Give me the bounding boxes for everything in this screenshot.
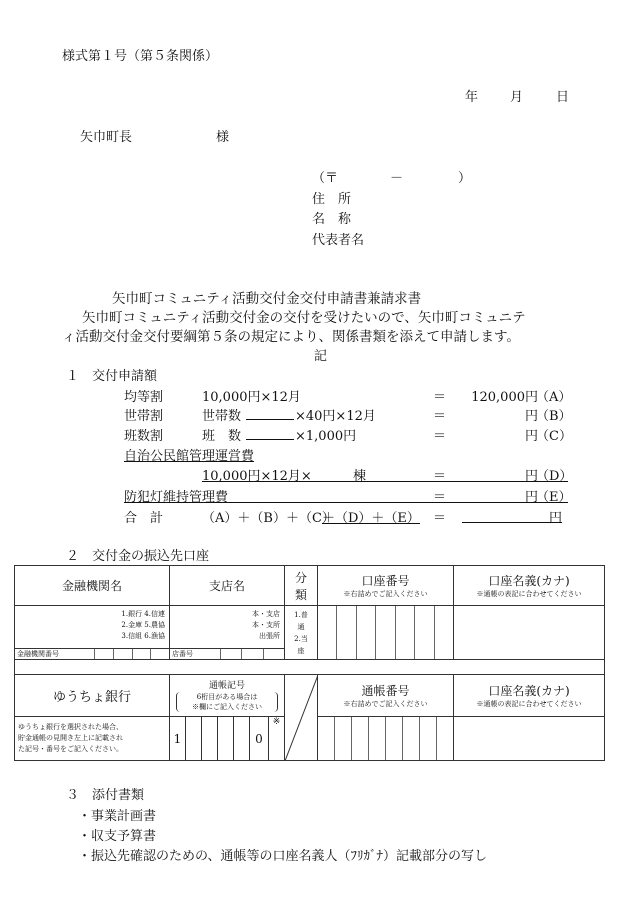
symbol-cell-6[interactable]: 0 <box>250 717 269 761</box>
bank-name-field[interactable] <box>15 606 170 660</box>
yucho-instruction <box>15 717 170 761</box>
account-holder-title: 口座名義(カナ) <box>488 574 570 588</box>
document-title: 矢巾町コミュニティ活動交付金交付申請書兼請求書 <box>112 291 422 307</box>
total-formula-b: ＋（D）＋（E） <box>322 511 420 526</box>
branch-types-3: 出張所 <box>259 632 280 640</box>
branch-name-header: 支店名 <box>170 566 285 606</box>
attachment-item: ・事業計画書 <box>78 809 157 824</box>
row-setai-formula-pre: 世帯数 <box>202 409 242 424</box>
bank-types-3: 3.信組 6.漁協 <box>121 632 165 640</box>
form-number: 様式第１号（第５条関係） <box>62 49 219 64</box>
addressee-name: 矢巾町長 <box>80 130 133 145</box>
acct-type-2: 通 <box>297 622 305 631</box>
passbook-symbol-title: 通帳記号 <box>209 681 246 691</box>
row-hansu-eq: ＝ <box>433 429 447 444</box>
kominkan-formula: 10,000円×12月× <box>202 469 312 484</box>
section2-heading: ２ 交付金の振込先口座 <box>66 549 210 564</box>
row-hansu-formula-pre: 班 数 <box>202 429 242 444</box>
row-hansu-amount: 円 <box>524 429 538 444</box>
bank-types-1: 1.銀行 4.信連 <box>121 610 165 618</box>
symbol-cell-extra[interactable]: ※ <box>269 717 285 761</box>
acct-type-3: 2.当 <box>294 634 308 643</box>
postal-dash: － <box>390 171 404 186</box>
date-year: 年 <box>465 90 479 105</box>
passbook-number-header <box>318 675 454 717</box>
row-hansu-formula-post: ×1,000円 <box>295 429 357 444</box>
symbol-cell-2[interactable] <box>186 717 202 761</box>
row-kintou-formula: 10,000円×12月 <box>202 390 301 405</box>
account-number-title: 口座番号 <box>361 574 410 588</box>
section1-heading: １ 交付申請額 <box>66 369 158 384</box>
passbook-number-cells[interactable] <box>318 717 454 761</box>
applicant-name-label: 名 称 <box>312 212 352 227</box>
kominkan-code: （D） <box>536 469 573 484</box>
kominkan-unit: 棟 <box>353 469 367 484</box>
row-setai-code: （B） <box>536 409 572 424</box>
account-type-field[interactable] <box>285 606 318 660</box>
total-formula-a: （A）＋（B）＋（C） <box>202 511 335 526</box>
body-text-line-1: 矢巾町コミュニティ活動交付金の交付を受けたいので、矢巾町コミュニテ <box>82 310 526 326</box>
setai-count-blank[interactable] <box>246 403 294 420</box>
branch-code-cells[interactable] <box>220 649 284 659</box>
kominkan-underline <box>202 466 568 482</box>
symbol-cell-1[interactable]: 1 <box>170 717 186 761</box>
yucho-type-slash <box>285 675 318 761</box>
attachment-item: ・収支予算書 <box>78 829 157 844</box>
branch-code-label: 店番号 <box>172 650 193 658</box>
row-kintou-code: （A） <box>536 390 572 405</box>
branch-code-row <box>170 648 284 659</box>
passbook-symbol-note-2: ※欄にご記入ください <box>192 703 262 711</box>
slash-icon <box>285 675 318 761</box>
row-setai-label: 世帯割 <box>124 409 164 424</box>
boban-label: 防犯灯維持管理費 <box>124 490 229 505</box>
branch-types-2: 本・支所 <box>252 621 280 629</box>
row-setai-formula-post: ×40円×12月 <box>295 409 376 424</box>
total-amount: 円 <box>548 511 562 526</box>
section3-heading: ３ 添付書類 <box>66 788 145 803</box>
yucho-bank-name: ゆうちょ銀行 <box>15 675 170 717</box>
branch-name-field[interactable] <box>170 606 285 660</box>
yucho-instruction-2: 貯金通帳の見開き左上に記載され <box>18 734 123 742</box>
account-number-cells[interactable] <box>318 606 454 660</box>
yucho-holder-header <box>454 675 605 717</box>
account-holder-field[interactable] <box>454 606 605 660</box>
acct-type-1: 1.普 <box>294 610 308 619</box>
applicant-representative-label: 代表者名 <box>312 233 365 248</box>
total-label: 合 計 <box>124 511 164 526</box>
row-setai-eq: ＝ <box>433 409 447 424</box>
date-day: 日 <box>556 90 570 105</box>
yucho-instruction-3: た記号・番号をご記入ください。 <box>18 745 123 753</box>
type-header-1: 分 <box>294 570 307 585</box>
row-kintou-eq: ＝ <box>433 390 447 405</box>
symbol-cell-5[interactable] <box>234 717 250 761</box>
bank-name-header: 金融機関名 <box>15 566 170 606</box>
row-setai-amount: 円 <box>524 409 538 424</box>
yucho-instruction-1: ゆうちょ銀行を選択された場合、 <box>18 723 123 731</box>
account-holder-note: ※通帳の表記に合わせてください <box>476 590 582 598</box>
date-month: 月 <box>510 90 524 105</box>
kominkan-label: 自治公民館管理運営費 <box>124 449 255 464</box>
account-holder-header <box>454 566 605 606</box>
bank-account-table <box>14 565 605 660</box>
table-spacer-row <box>14 659 605 675</box>
kominkan-eq: ＝ <box>433 469 447 484</box>
symbol-cell-3[interactable] <box>202 717 218 761</box>
attachment-item: ・振込先確認のための、通帳等の口座名義人（ﾌﾘｶﾞﾅ）記載部分の写し <box>78 849 487 864</box>
account-number-note: ※右詰めでご記入ください <box>343 590 428 598</box>
yucho-holder-title: 口座名義(カナ) <box>488 684 570 698</box>
passbook-symbol-header <box>170 675 285 717</box>
han-count-blank[interactable] <box>246 423 294 440</box>
postal-open: （〒 <box>312 171 339 186</box>
bank-code-cells[interactable] <box>94 649 169 659</box>
account-type-header <box>285 566 318 606</box>
applicant-address-label: 住 所 <box>312 192 352 207</box>
boban-amount: 円 <box>524 490 538 505</box>
body-text-line-2: ィ活動交付金交付要綱第５条の規定により、関係書類を添えて申請します。 <box>62 329 520 345</box>
yucho-table <box>14 674 605 761</box>
bank-code-row <box>15 648 169 659</box>
bank-types-2: 2.金庫 5.農協 <box>121 621 165 629</box>
total-eq: ＝ <box>433 511 447 526</box>
passbook-symbol-note-1: 6桁目がある場合は <box>196 693 258 701</box>
branch-types-1: 本・支店 <box>252 610 280 618</box>
row-hansu-label: 班数割 <box>124 429 164 444</box>
row-hansu-code: （C） <box>536 429 572 444</box>
boban-code: （E） <box>536 490 572 505</box>
postal-close: ） <box>458 171 472 186</box>
acct-type-4: 座 <box>297 646 305 655</box>
account-number-header <box>318 566 454 606</box>
boban-underline <box>124 487 568 503</box>
total-amount-blank[interactable] <box>462 508 562 523</box>
type-header-2: 類 <box>294 587 307 602</box>
yucho-holder-note: ※通帳の表記に合わせてください <box>476 700 582 708</box>
boban-eq: ＝ <box>433 490 447 505</box>
bank-code-label: 金融機関番号 <box>17 650 59 658</box>
row-kintou-label: 均等割 <box>124 390 164 405</box>
passbook-symbol-note <box>176 692 278 712</box>
passbook-number-note: ※右詰めでご記入ください <box>343 700 428 708</box>
symbol-cell-4[interactable] <box>218 717 234 761</box>
addressee-honorific: 様 <box>216 130 230 145</box>
ki-label: 記 <box>314 349 328 364</box>
kominkan-amount: 円 <box>524 469 538 484</box>
yucho-holder-field[interactable] <box>454 717 605 761</box>
row-kintou-amount: 120,000円 <box>471 390 538 405</box>
passbook-number-title: 通帳番号 <box>361 684 410 698</box>
